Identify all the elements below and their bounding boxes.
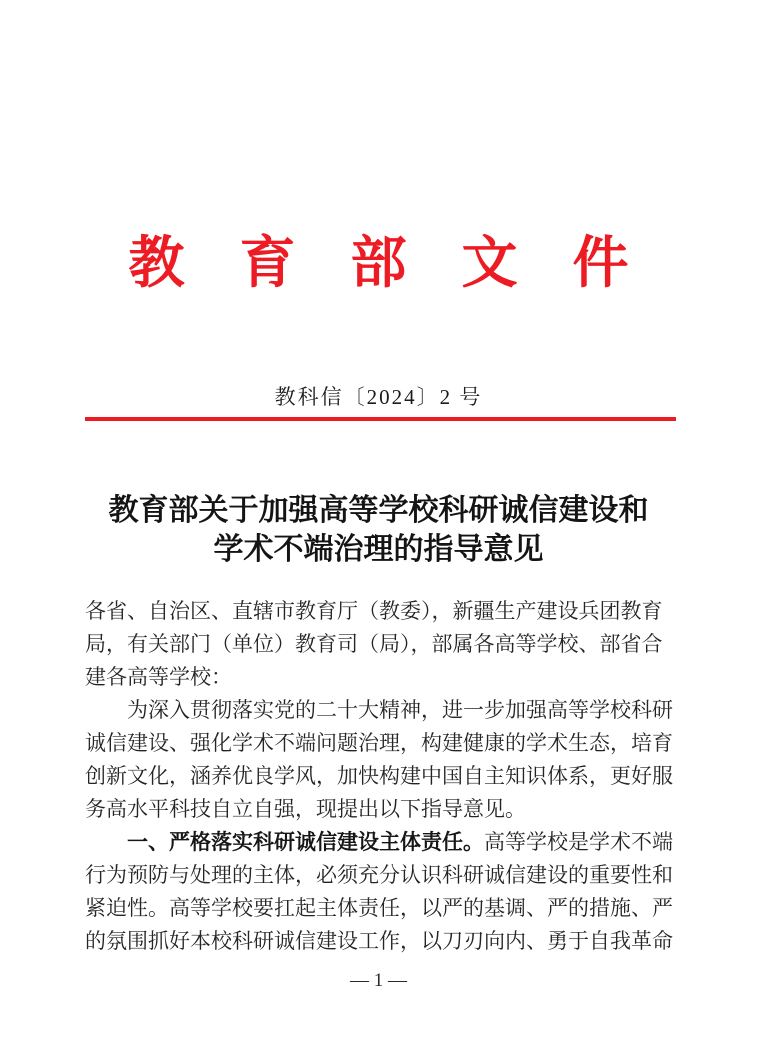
document-title: [0, 491, 757, 569]
salutation-block: [85, 595, 677, 694]
text-line: 建各高等学校：: [85, 665, 232, 689]
intro-paragraph: [85, 694, 677, 826]
text-line: 诚信建设、强化学术不端问题治理，构建健康的学术生态，培育: [85, 731, 673, 755]
document-title-line-2: 学术不端治理的指导意见: [213, 533, 544, 566]
text-line: 各省、自治区、直辖市教育厅（教委），新疆生产建设兵团教育: [85, 599, 663, 623]
section-1-first-line-rest: 高等学校是学术不端: [484, 830, 673, 854]
document-body: [85, 595, 677, 958]
text-line: [85, 826, 677, 859]
red-divider-rule: [85, 417, 676, 421]
text-line: 紧迫性。高等学校要扛起主体责任，以严的基调、严的措施、严: [85, 896, 673, 920]
section-1-heading: 一、严格落实科研诚信建设主体责任。: [127, 830, 484, 854]
document-number: 教科信〔2024〕2 号: [274, 385, 483, 409]
text-line: 为深入贯彻落实党的二十大精神，进一步加强高等学校科研: [127, 698, 673, 722]
text-line: 局，有关部门（单位）教育司（局），部属各高等学校、部省合: [85, 632, 663, 656]
text-line: 创新文化，涵养优良学风，加快构建中国自主知识体系，更好服: [85, 764, 673, 788]
text-line: 的氛围抓好本校科研诚信建设工作，以刀刃向内、勇于自我革命: [85, 929, 673, 953]
text-line: 行为预防与处理的主体，必须充分认识科研诚信建设的重要性和: [85, 863, 673, 887]
document-title-line-1: 教育部关于加强高等学校科研诚信建设和: [108, 494, 649, 527]
section-1-paragraph-rest: [85, 859, 677, 958]
text-line: 务高水平科技自立自强，现提出以下指导意见。: [85, 797, 526, 821]
agency-banner: 教育部文件: [128, 233, 684, 295]
intro-paragraph-rest: [85, 727, 677, 826]
page-number: — 1 —: [350, 970, 407, 991]
section-1-paragraph: [85, 826, 677, 958]
